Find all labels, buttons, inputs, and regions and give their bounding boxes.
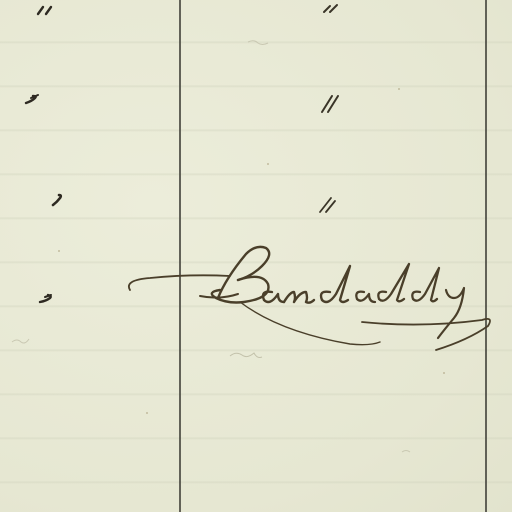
paper-fiber (248, 41, 268, 45)
ditto-mark-left-1 (38, 7, 51, 14)
ditto-mark-middle-1 (324, 5, 337, 12)
ditto-mark-left-4 (40, 295, 51, 302)
ditto-mark-left-3 (53, 195, 61, 205)
paper-fiber (12, 339, 29, 343)
ditto-mark-middle-3 (320, 198, 335, 212)
paper-fiber (230, 353, 262, 358)
paper-fiber (402, 451, 410, 453)
ditto-mark-middle-2 (322, 96, 338, 112)
ditto-mark-left-2 (26, 95, 38, 103)
signature-bandaddy (129, 247, 490, 350)
